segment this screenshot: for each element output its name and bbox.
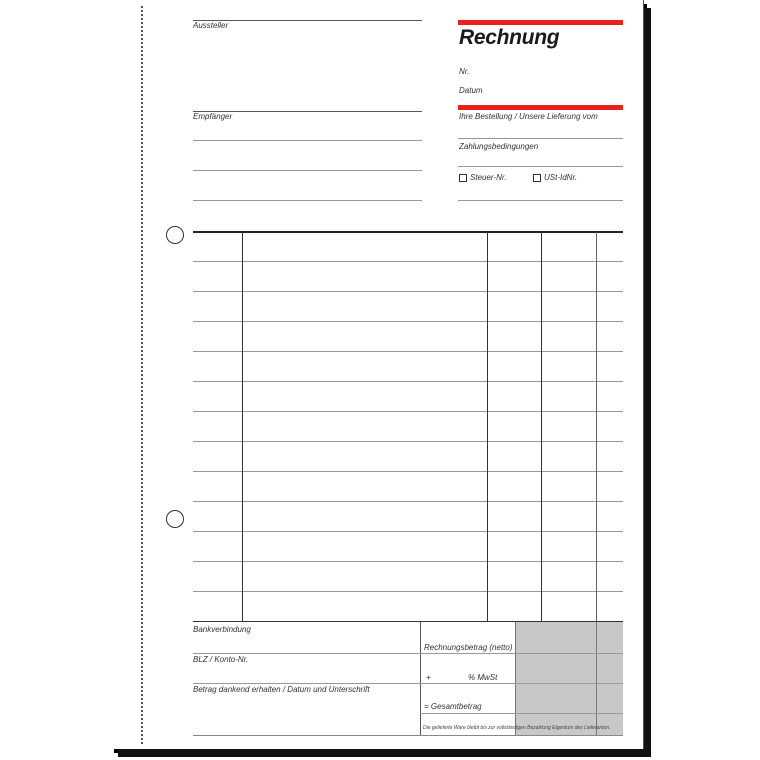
empfaenger-line-2 bbox=[193, 170, 422, 171]
items-row-line bbox=[193, 441, 623, 442]
bankverbindung-label: Bankverbindung bbox=[193, 625, 251, 634]
totals-cents-divider bbox=[596, 622, 597, 735]
title-red-bar-top bbox=[458, 20, 623, 25]
perforation-line bbox=[141, 6, 143, 744]
items-table-top-rule bbox=[193, 231, 623, 233]
title-red-bar-bottom bbox=[458, 105, 623, 110]
items-row-line bbox=[193, 561, 623, 562]
items-row-line bbox=[193, 321, 623, 322]
items-row-line bbox=[193, 471, 623, 472]
tax-id-line bbox=[458, 200, 623, 201]
punch-hole-bottom bbox=[166, 510, 184, 528]
items-row-line bbox=[193, 411, 623, 412]
zahlungsbedingungen-label: Zahlungsbedingungen bbox=[459, 142, 539, 151]
bestellung-label: Ihre Bestellung / Unsere Lieferung vom bbox=[459, 112, 598, 121]
items-col-divider-price bbox=[541, 232, 542, 621]
aussteller-label: Aussteller bbox=[193, 21, 229, 30]
invoice-form-sheet bbox=[110, 0, 644, 749]
empfaenger-line-1 bbox=[193, 140, 422, 141]
bestellung-line bbox=[458, 138, 623, 139]
empfaenger-label: Empfänger bbox=[193, 112, 233, 121]
items-row-line bbox=[193, 351, 623, 352]
totals-amount-divider bbox=[515, 622, 516, 735]
bottom-line-2 bbox=[193, 683, 623, 684]
datum-label: Datum bbox=[459, 86, 483, 95]
ust-idnr-checkbox[interactable] bbox=[533, 174, 541, 182]
steuer-nr-label: Steuer-Nr. bbox=[470, 173, 507, 182]
empfaenger-line-3 bbox=[193, 200, 422, 201]
mwst-label: % MwSt bbox=[468, 673, 498, 682]
betrag-erhalten-label: Betrag dankend erhalten / Datum und Unterschrift bbox=[193, 685, 370, 694]
items-row-line bbox=[193, 291, 623, 292]
items-row-line bbox=[193, 531, 623, 532]
ownership-footnote: Die gelieferte Ware bleibt bis zur vollständigen Bezahlung Eigentum des Lieferanten. bbox=[423, 725, 611, 731]
punch-hole-top bbox=[166, 226, 184, 244]
plus-label: + bbox=[426, 673, 431, 682]
items-col-divider-qty bbox=[487, 232, 488, 621]
rechnungsbetrag-label: Rechnungsbetrag (netto) bbox=[424, 643, 513, 652]
zahlungsbedingungen-line bbox=[458, 166, 623, 167]
bottom-line-3 bbox=[420, 713, 623, 714]
blz-konto-label: BLZ / Konto-Nr. bbox=[193, 655, 249, 664]
items-row-line bbox=[193, 261, 623, 262]
nr-label: Nr. bbox=[459, 67, 470, 76]
invoice-title: Rechnung bbox=[459, 26, 560, 49]
items-row-line bbox=[193, 591, 623, 592]
form-bottom-rule bbox=[193, 735, 623, 736]
ust-idnr-label: USt-IdNr. bbox=[544, 173, 578, 182]
steuer-nr-checkbox[interactable] bbox=[459, 174, 467, 182]
items-row-line bbox=[193, 381, 623, 382]
totals-left-divider bbox=[420, 622, 421, 735]
totals-shaded-area bbox=[515, 622, 623, 735]
items-row-line bbox=[193, 501, 623, 502]
gesamtbetrag-label: = Gesamtbetrag bbox=[424, 702, 482, 711]
items-col-divider-pos bbox=[242, 232, 243, 621]
items-col-divider-cents bbox=[596, 232, 597, 621]
bottom-line-1 bbox=[193, 653, 623, 654]
